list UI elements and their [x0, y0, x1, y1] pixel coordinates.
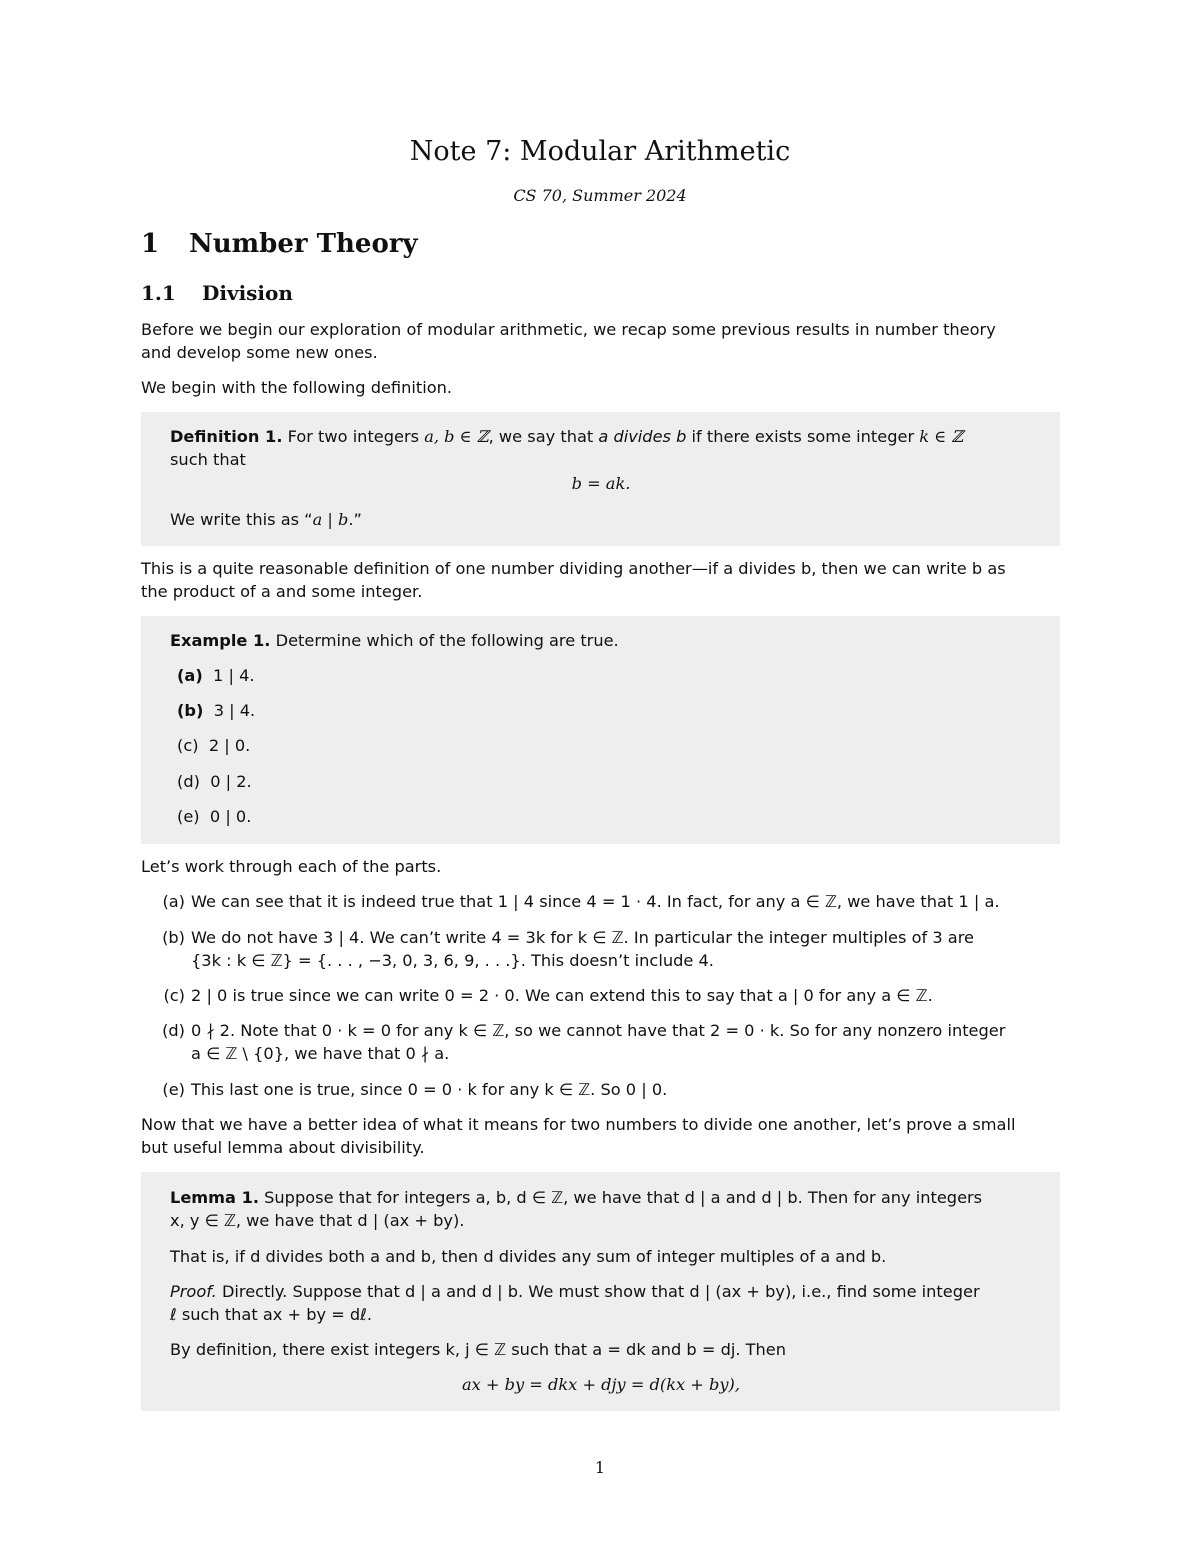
lemma-text: Suppose that for integers a, b, d ∈ ℤ, we have that d | a and d | b. Then for any integers [259, 1188, 983, 1207]
walkthrough-text: a ∈ ℤ \ {0}, we have that 0 ∤ a. [191, 1044, 450, 1063]
walkthrough-label: (a) [162, 892, 185, 911]
walkthrough-intro: Let’s work through each of the parts. [141, 857, 442, 876]
proof-text: Directly. Suppose that d | a and d | b. We must show that d | (ax + by), i.e., find some integer [216, 1282, 980, 1301]
lemma-line-3: That is, if d divides both a and b, then d divides any sum of integer multiples of a and b. [170, 1247, 887, 1266]
definition-term: a divides b [598, 427, 687, 446]
walkthrough-label: (d) [162, 1021, 185, 1040]
example-item-text: 3 | 4. [213, 701, 256, 720]
section-title: Number Theory [189, 229, 418, 259]
example-item-text: 0 | 2. [210, 772, 252, 791]
before-lemma-line-2: but useful lemma about divisibility. [141, 1138, 425, 1157]
example-item-text: 0 | 0. [209, 807, 252, 826]
intro-line-2: and develop some new ones. [141, 343, 378, 362]
definition-math: a | b [312, 510, 349, 529]
definition-text: We write this as “ [170, 510, 313, 529]
after-def-line-2: the product of a and some integer. [141, 582, 423, 601]
example-prompt-text: Determine which of the following are true. [270, 631, 619, 650]
proof-line-3: By definition, there exist integers k, j ∈ ℤ such that a = dk and b = dj. Then [170, 1340, 786, 1359]
definition-math: a, b ∈ ℤ [424, 427, 489, 446]
lemma-line-1 [170, 1186, 1032, 1209]
definition-line-2: such that [170, 450, 246, 469]
definition-equation: b = ak. [571, 474, 631, 493]
proof-line-2: ℓ such that ax + by = dℓ. [170, 1305, 373, 1324]
example-item-label: (a) [177, 666, 203, 685]
example-item [177, 699, 255, 722]
walkthrough-text: 2 | 0 is true since we can write 0 = 2 · 0. We can extend this to say that a | 0 for any a ∈ ℤ. [191, 986, 933, 1005]
proof-equation: ax + by = dkx + djy = d(kx + by), [462, 1375, 740, 1394]
walkthrough-text: We can see that it is indeed true that 1 | 4 since 4 = 1 · 4. In fact, for any a ∈ ℤ, we have that 1 | a. [191, 892, 1000, 911]
definition-text: , we say that [488, 427, 599, 446]
after-def-line-1: This is a quite reasonable definition of one number dividing another—if a divides b, then we can write b as [141, 559, 1006, 578]
intro-line-3: We begin with the following definition. [141, 378, 453, 397]
example-item-label: (c) [177, 736, 199, 755]
example-item-label: (e) [177, 807, 200, 826]
document-title: Note 7: Modular Arithmetic [409, 136, 791, 167]
proof-line-1 [170, 1280, 1032, 1303]
walkthrough-text: 0 ∤ 2. Note that 0 · k = 0 for any k ∈ ℤ, so we cannot have that 2 = 0 · k. So for any nonzero integer [191, 1021, 1006, 1040]
proof-label: Proof. [170, 1282, 217, 1301]
example-item-text: 2 | 0. [208, 736, 251, 755]
definition-text: .” [348, 510, 362, 529]
definition-label: Definition 1. [170, 427, 283, 446]
page-number: 1 [594, 1458, 606, 1477]
lemma-box [141, 1172, 1060, 1411]
walkthrough-label: (b) [162, 928, 185, 947]
walkthrough-label: (c) [163, 986, 185, 1005]
section-heading [141, 226, 418, 262]
definition-box [141, 412, 1060, 546]
example-item-label: (d) [177, 772, 200, 791]
before-lemma-line-1: Now that we have a better idea of what it means for two numbers to divide one another, let’s prove a small [141, 1115, 1016, 1134]
example-box [141, 616, 1060, 844]
walkthrough-text: We do not have 3 | 4. We can’t write 4 = 3k for k ∈ ℤ. In particular the integer multiples of 3 are [191, 928, 974, 947]
walkthrough-text: {3k : k ∈ ℤ} = {. . . , −3, 0, 3, 6, 9, . . .}. This doesn’t include 4. [191, 951, 714, 970]
subsection-number: 1.1 [141, 281, 176, 305]
lemma-label: Lemma 1. [170, 1188, 259, 1207]
document-subtitle: CS 70, Summer 2024 [513, 186, 687, 205]
subsection-title: Division [202, 281, 293, 305]
example-item [177, 664, 255, 687]
intro-line-1: Before we begin our exploration of modular arithmetic, we recap some previous results in number theory [141, 320, 996, 339]
walkthrough-text: This last one is true, since 0 = 0 · k for any k ∈ ℤ. So 0 | 0. [191, 1080, 668, 1099]
example-label: Example 1. [170, 631, 271, 650]
example-item [177, 770, 252, 793]
definition-line-1 [170, 425, 1032, 448]
example-item-label: (b) [177, 701, 204, 720]
definition-line-3 [170, 508, 1032, 531]
example-item-text: 1 | 4. [213, 666, 255, 685]
definition-text: For two integers [282, 427, 425, 446]
section-number: 1 [141, 229, 160, 259]
walkthrough-label: (e) [162, 1080, 185, 1099]
example-item [177, 734, 250, 757]
subsection-heading [141, 280, 293, 306]
definition-math: k ∈ ℤ [919, 427, 964, 446]
example-prompt [170, 629, 1032, 652]
example-item [177, 805, 251, 828]
lemma-line-2: x, y ∈ ℤ, we have that d | (ax + by). [170, 1211, 465, 1230]
definition-text: if there exists some integer [686, 427, 920, 446]
